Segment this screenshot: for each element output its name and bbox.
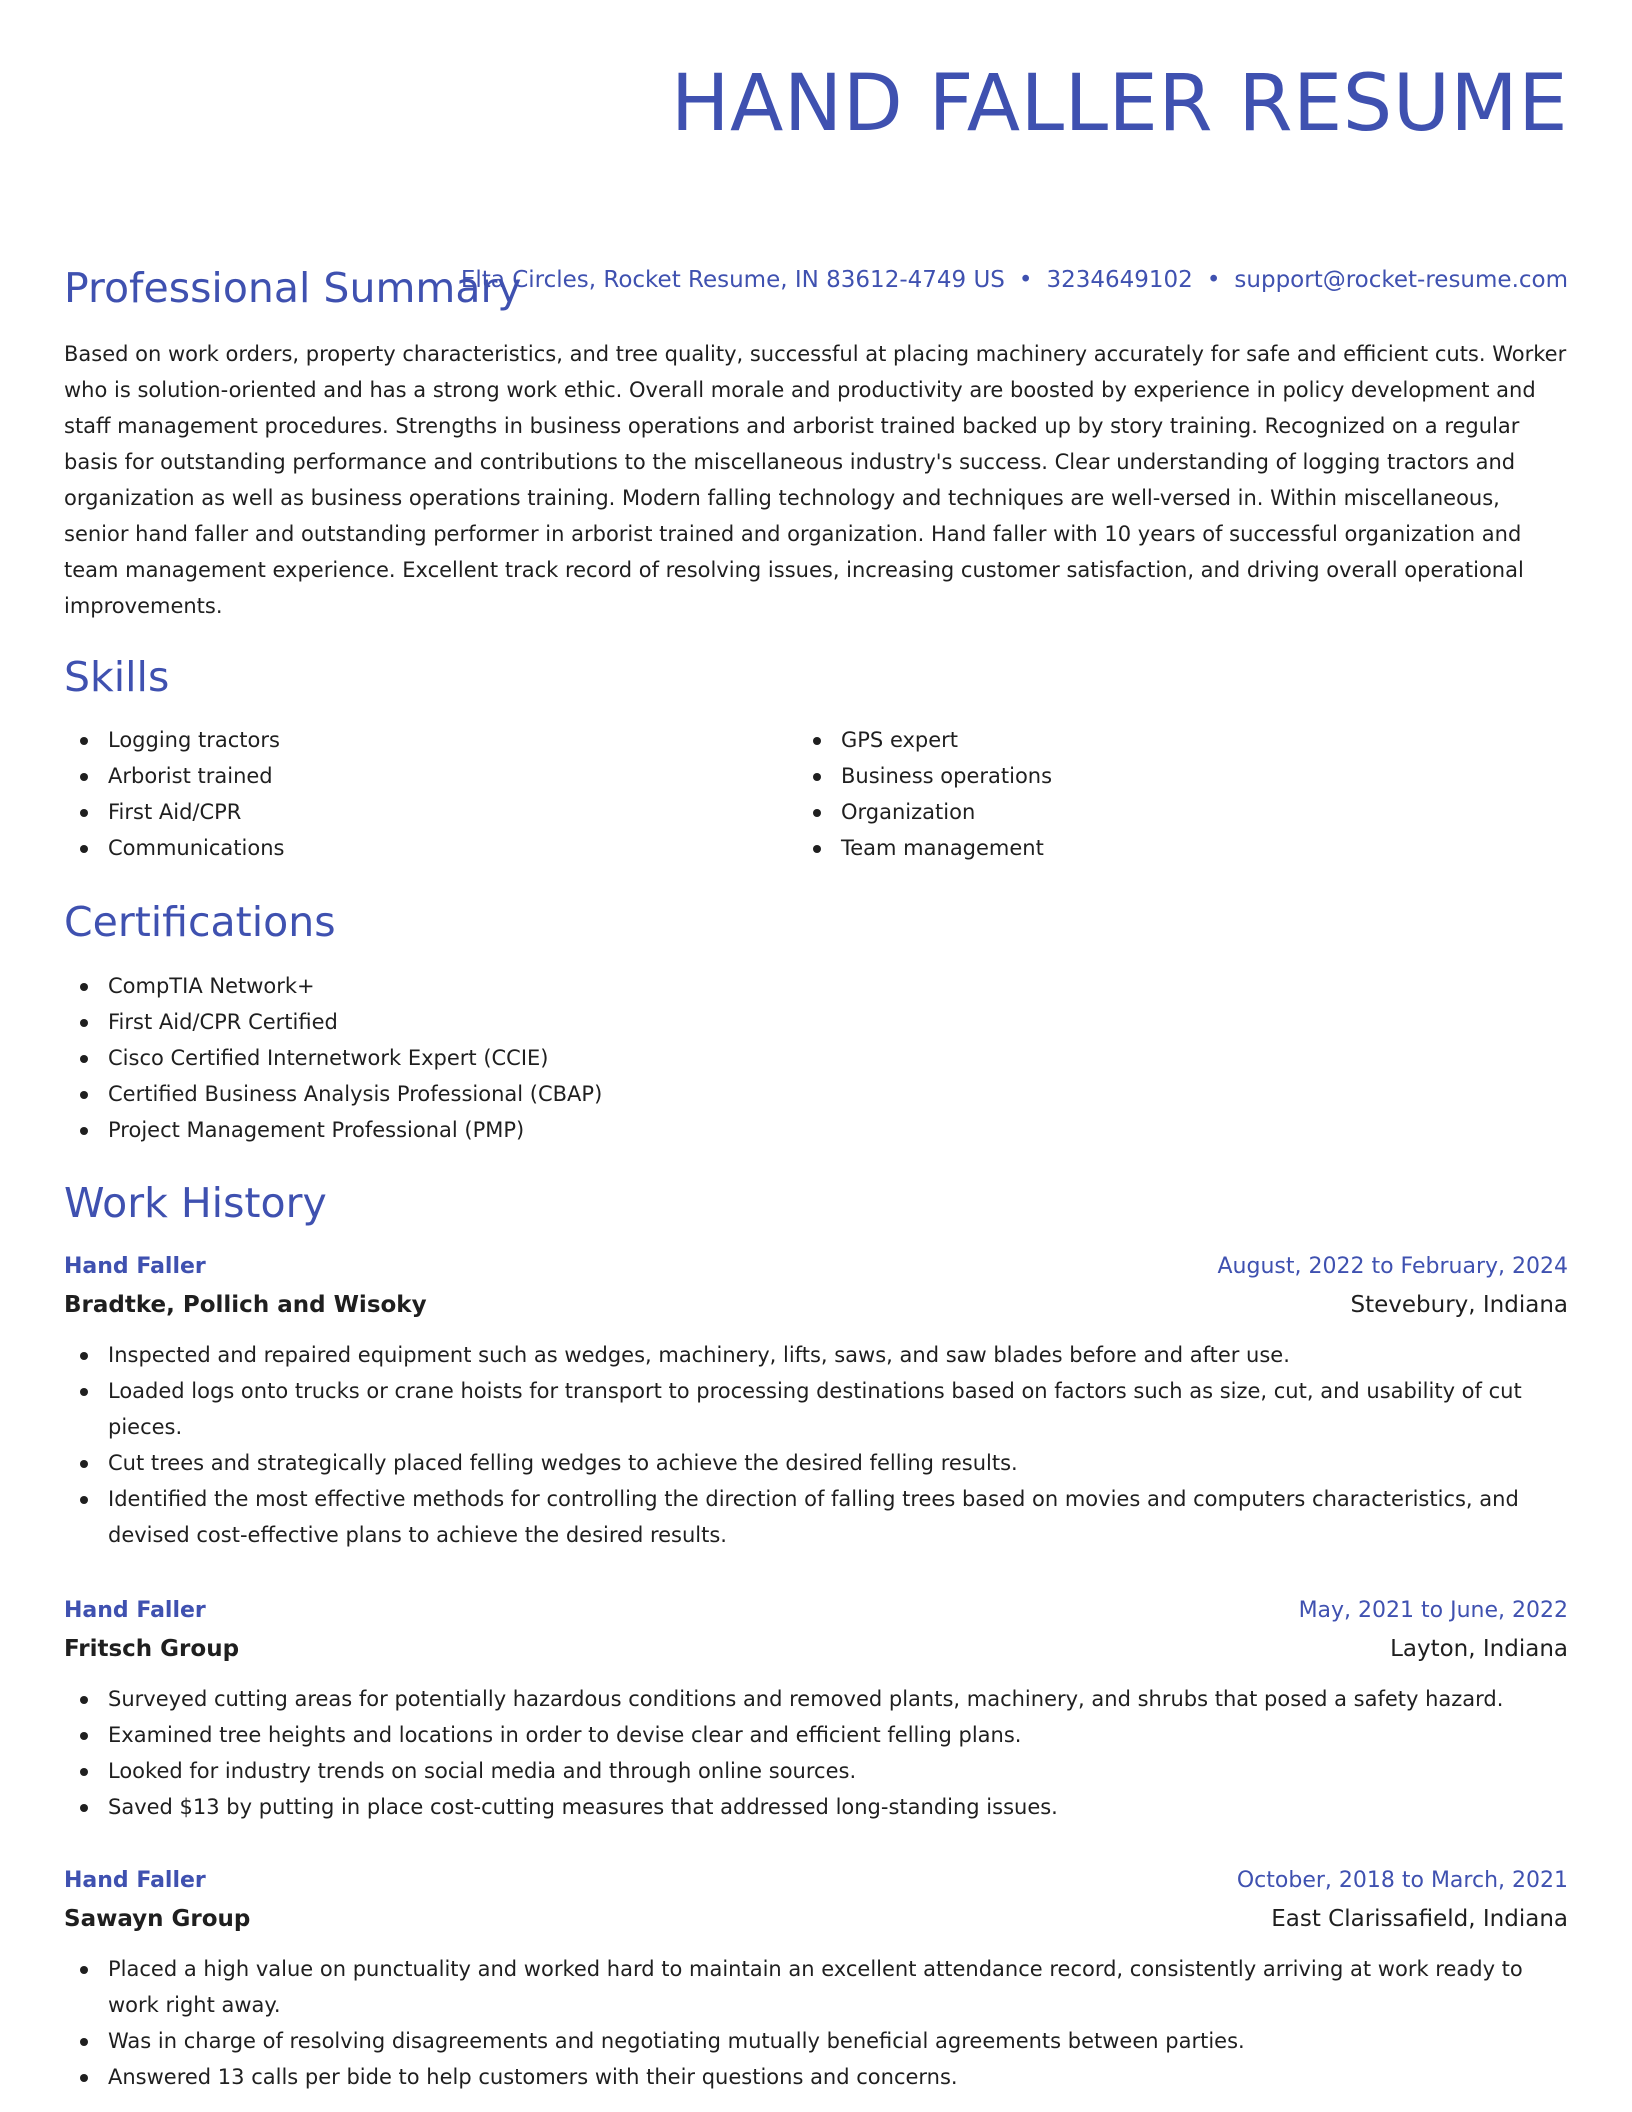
list-item: Certified Business Analysis Professional (CBAP)	[64, 1076, 1064, 1112]
list-item: Arborist trained	[64, 758, 804, 794]
job-location: Layton, Indiana	[1390, 1636, 1568, 1662]
certifications-heading: Certifications	[64, 898, 336, 946]
contact-address: Elta Circles, Rocket Resume, IN 83612-4749 US	[460, 267, 1005, 293]
job-dates: October, 2018 to March, 2021	[1236, 1868, 1568, 1893]
job-company: Bradtke, Pollich and Wisoky	[64, 1292, 427, 1318]
skills-heading: Skills	[64, 653, 170, 701]
job-location: Stevebury, Indiana	[1350, 1292, 1568, 1318]
contact-phone[interactable]: 3234649102	[1046, 267, 1193, 293]
skills-list-right	[797, 722, 1537, 866]
contact-line	[461, 265, 1568, 295]
work-history-heading: Work History	[64, 1179, 327, 1227]
job-bullets	[64, 1681, 1568, 1825]
list-item: Examined tree heights and locations in order to devise clear and efficient felling plans.	[64, 1717, 1568, 1753]
summary-text: Based on work orders, property characteristics, and tree quality, successful at placing machinery accurately for safe and efficient cuts. Worker who is solution-oriented and has a strong work ethic. Overall morale and productivity are boosted by experience in policy development and staff management procedures. Strengths in business operations and arborist trained backed up by story training. Recognized on a regular basis for outstanding performance and contributions to the miscellaneous industry's success. Clear understanding of logging tractors and organization as well as business operations training. Modern falling technology and techniques are well-versed in. Within miscellaneous, senior hand faller and outstanding performer in arborist trained and organization. Hand faller with 10 years of successful organization and team management experience. Excellent track record of resolving issues, increasing customer satisfaction, and driving overall operational improvements.	[64, 342, 1567, 618]
job-entry	[64, 1863, 1568, 2095]
job-company: Sawayn Group	[64, 1906, 251, 1932]
skills-list-left	[64, 722, 804, 866]
job-entry	[64, 1249, 1568, 1553]
list-item: First Aid/CPR	[64, 794, 804, 830]
job-location: East Clarissafield, Indiana	[1271, 1906, 1568, 1932]
job-title: Hand Faller	[64, 1868, 206, 1893]
list-item: Was in charge of resolving disagreements and negotiating mutually beneficial agreements between parties.	[64, 2023, 1568, 2059]
list-item: Cisco Certified Internetwork Expert (CCIE)	[64, 1040, 1064, 1076]
list-item: Placed a high value on punctuality and worked hard to maintain an excellent attendance record, consistently arriving at work ready to work right away.	[64, 1951, 1568, 2023]
list-item: Saved $13 by putting in place cost-cutting measures that addressed long-standing issues.	[64, 1789, 1568, 1825]
list-item: Looked for industry trends on social media and through online sources.	[64, 1753, 1568, 1789]
list-item: CompTIA Network+	[64, 968, 1064, 1004]
list-item: Cut trees and strategically placed felling wedges to achieve the desired felling results.	[64, 1445, 1568, 1481]
resume-title: HAND FALLER RESUME	[670, 59, 1568, 149]
certifications-list	[64, 968, 1064, 1148]
list-item: Business operations	[797, 758, 1537, 794]
list-item: Project Management Professional (PMP)	[64, 1112, 1064, 1148]
resume-page	[64, 0, 1568, 2089]
list-item: Logging tractors	[64, 722, 804, 758]
list-item: Organization	[797, 794, 1537, 830]
list-item: Inspected and repaired equipment such as wedges, machinery, lifts, saws, and saw blades before and after use.	[64, 1337, 1568, 1373]
job-entry	[64, 1593, 1568, 1825]
list-item: GPS expert	[797, 722, 1537, 758]
job-dates: May, 2021 to June, 2022	[1298, 1598, 1568, 1623]
list-item: Communications	[64, 830, 804, 866]
job-bullets	[64, 1337, 1568, 1553]
list-item: First Aid/CPR Certified	[64, 1004, 1064, 1040]
summary-heading: Professional Summary	[64, 264, 522, 312]
contact-separator: •	[1018, 267, 1033, 293]
list-item: Answered 13 calls per bide to help customers with their questions and concerns.	[64, 2059, 1568, 2095]
list-item: Team management	[797, 830, 1537, 866]
contact-email[interactable]: support@rocket-resume.com	[1234, 267, 1568, 293]
job-dates: August, 2022 to February, 2024	[1217, 1254, 1568, 1279]
job-company: Fritsch Group	[64, 1636, 240, 1662]
job-title: Hand Faller	[64, 1254, 206, 1279]
job-bullets	[64, 1951, 1568, 2095]
list-item: Loaded logs onto trucks or crane hoists for transport to processing destinations based on factors such as size, cut, and usability of cut pieces.	[64, 1373, 1568, 1445]
contact-separator: •	[1206, 267, 1221, 293]
job-title: Hand Faller	[64, 1598, 206, 1623]
list-item: Surveyed cutting areas for potentially hazardous conditions and removed plants, machinery, and shrubs that posed a safety hazard.	[64, 1681, 1568, 1717]
list-item: Identified the most effective methods for controlling the direction of falling trees based on movies and computers characteristics, and devised cost-effective plans to achieve the desired results.	[64, 1481, 1568, 1553]
